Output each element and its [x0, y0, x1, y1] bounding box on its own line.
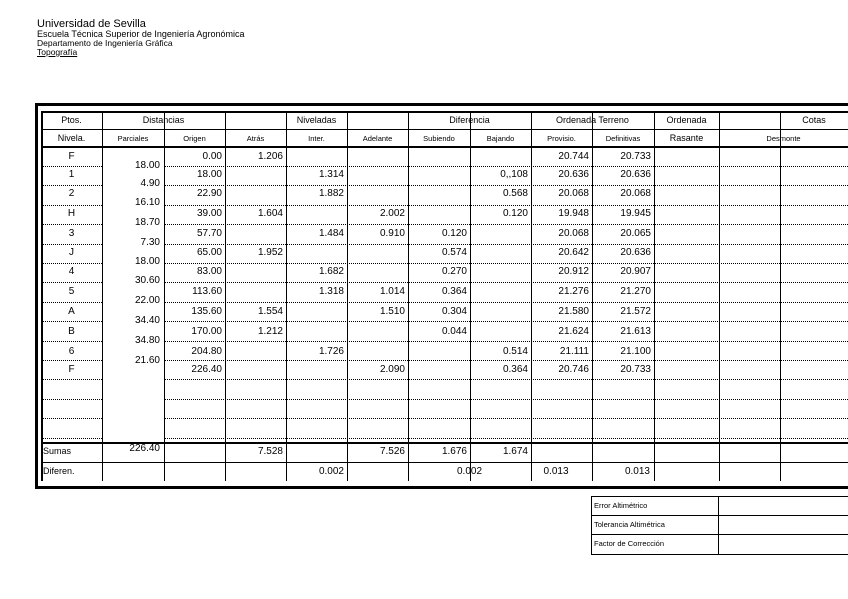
row-prov-value: 20.068 — [558, 228, 589, 239]
parcial-distance: 16.10 — [134, 197, 160, 208]
tolerancia-altimetrica-label: Tolerancia Altimétrica — [594, 520, 665, 529]
sumas-parciales: 226.40 — [129, 443, 160, 454]
row-sub-value: 0.574 — [441, 247, 467, 258]
subject-name: Topografía — [37, 47, 78, 58]
row-point-label: F — [68, 364, 75, 375]
row-point-label: F — [68, 151, 75, 162]
row-point-label: 3 — [68, 228, 75, 239]
row-origen-value: 113.60 — [192, 286, 222, 297]
row-point-label: B — [68, 326, 75, 337]
parcial-distance: 34.80 — [134, 335, 160, 346]
row-def-value: 20.733 — [620, 364, 651, 375]
document-header — [37, 19, 244, 57]
row-def-value: 20.636 — [620, 169, 651, 180]
row-point-label: 6 — [68, 346, 75, 357]
diferencia-header: Diferencia — [449, 115, 490, 125]
row-def-value: 21.270 — [620, 286, 651, 297]
row-def-value: 20.907 — [620, 266, 651, 277]
row-atras-value: 1.212 — [257, 326, 283, 337]
row-sub-value: 0.304 — [441, 306, 467, 317]
rasante-header: Rasante — [669, 133, 704, 143]
row-def-value: 20.068 — [620, 188, 651, 199]
subiendo-header: Subiendo — [423, 134, 455, 143]
row-prov-value: 20.912 — [558, 266, 589, 277]
row-sub-value: 0.364 — [441, 286, 467, 297]
row-atras-value: 1.952 — [257, 247, 283, 258]
row-baj-value: 0.568 — [502, 188, 528, 199]
row-prov-value: 21.580 — [558, 306, 589, 317]
provisio-header: Provisio. — [547, 134, 576, 143]
row-origen-value: 170.00 — [191, 326, 222, 337]
row-baj-value: 0.364 — [502, 364, 528, 375]
diferen-label: Diferen. — [43, 466, 75, 476]
row-prov-value: 20.746 — [558, 364, 589, 375]
row-baj-value: 0.514 — [502, 346, 528, 357]
row-origen-value: 18.00 — [196, 169, 222, 180]
parcial-distance: 21.60 — [134, 355, 160, 366]
row-inter-value: 1.318 — [318, 286, 344, 297]
bajando-header: Bajando — [486, 134, 515, 143]
row-prov-value: 19.948 — [558, 208, 589, 219]
row-atras-value: 1.206 — [257, 151, 283, 162]
error-altimetrico-label: Error Altimétrico — [594, 501, 648, 510]
row-origen-value: 0.00 — [202, 151, 222, 162]
row-point-label: 5 — [68, 286, 75, 297]
parcial-distance: 18.70 — [134, 217, 160, 228]
row-sub-value: 0.044 — [441, 326, 467, 337]
diferen-provisio: 0.013 — [543, 466, 569, 477]
row-origen-value: 39.00 — [196, 208, 222, 219]
row-adelante-value: 0.910 — [379, 228, 405, 239]
row-def-value: 20.733 — [620, 151, 651, 162]
row-sub-value: 0.120 — [441, 228, 467, 239]
parcial-distance: 7.30 — [140, 237, 160, 248]
row-origen-value: 57.70 — [196, 228, 222, 239]
row-inter-value: 1.682 — [318, 266, 344, 277]
row-prov-value: 21.276 — [558, 286, 589, 297]
distancias-header: Distancias — [142, 115, 185, 125]
origen-header: Origen — [183, 134, 206, 143]
row-atras-value: 1.604 — [257, 208, 283, 219]
row-prov-value: 20.744 — [558, 151, 589, 162]
sumas-label: Sumas — [43, 446, 72, 456]
row-baj-value: 0,,108 — [500, 169, 528, 180]
parcial-distance: 18.00 — [134, 160, 160, 171]
university-name: Universidad de Sevilla — [37, 18, 146, 30]
row-point-label: A — [68, 306, 75, 317]
row-prov-value: 20.636 — [558, 169, 589, 180]
row-point-label: 1 — [68, 169, 75, 180]
row-adelante-value: 1.510 — [379, 306, 405, 317]
row-def-value: 20.065 — [620, 228, 651, 239]
row-prov-value: 20.068 — [558, 188, 589, 199]
atras-header: Atrás — [246, 134, 265, 143]
ordenada-terreno-header: Ordenada Terreno — [556, 115, 629, 125]
sumas-adelante: 7.526 — [379, 446, 405, 457]
row-baj-value: 0.120 — [502, 208, 528, 219]
row-def-value: 21.100 — [620, 346, 651, 357]
ptos-header: Ptos. — [61, 115, 82, 125]
row-sub-value: 0.270 — [441, 266, 467, 277]
parciales-header: Parciales — [117, 134, 149, 143]
row-inter-value: 1.882 — [318, 188, 344, 199]
row-origen-value: 226.40 — [191, 364, 222, 375]
niveladas-header: Niveladas — [296, 115, 337, 125]
parcial-distance: 4.90 — [140, 178, 160, 189]
sumas-bajando: 1.674 — [502, 446, 528, 457]
nivela-header: Nivela. — [57, 133, 86, 143]
row-origen-value: 204.80 — [191, 346, 222, 357]
adelante-header: Adelante — [362, 134, 393, 143]
row-atras-value: 1.554 — [257, 306, 283, 317]
desmonte-header: Desmonte — [766, 134, 801, 143]
school-name: Escuela Técnica Superior de Ingeniería Agronómica — [37, 29, 245, 40]
row-inter-value: 1.484 — [318, 228, 344, 239]
parcial-distance: 18.00 — [134, 256, 160, 267]
parcial-distance: 34.40 — [134, 315, 160, 326]
definitivas-header: Definitivas — [605, 134, 641, 143]
row-def-value: 21.572 — [620, 306, 651, 317]
row-def-value: 19.945 — [620, 208, 651, 219]
row-origen-value: 65.00 — [196, 247, 222, 258]
sumas-atras: 7.528 — [257, 446, 283, 457]
parcial-distance: 22.00 — [134, 295, 160, 306]
row-def-value: 21.613 — [620, 326, 651, 337]
row-origen-value: 22.90 — [196, 188, 222, 199]
row-point-label: 4 — [68, 266, 75, 277]
row-origen-value: 135.60 — [191, 306, 222, 317]
ordenada-header: Ordenada — [666, 115, 707, 125]
row-prov-value: 21.111 — [559, 346, 589, 357]
sumas-subiendo: 1.676 — [441, 446, 467, 457]
row-adelante-value: 2.090 — [379, 364, 405, 375]
cotas-header: Cotas — [802, 115, 826, 125]
row-point-label: H — [67, 208, 76, 219]
row-prov-value: 21.624 — [558, 326, 589, 337]
factor-correccion-label: Factor de Corrección — [594, 539, 665, 548]
diferen-definitivas: 0.013 — [624, 466, 650, 477]
row-def-value: 20.636 — [620, 247, 651, 258]
row-adelante-value: 2.002 — [379, 208, 405, 219]
parcial-distance: 30.60 — [134, 275, 160, 286]
inter-header: Inter. — [308, 134, 325, 143]
row-adelante-value: 1.014 — [379, 286, 405, 297]
row-origen-value: 83.00 — [196, 266, 222, 277]
diferen-inter: 0.002 — [318, 466, 344, 477]
row-inter-value: 1.726 — [318, 346, 344, 357]
row-prov-value: 20.642 — [558, 247, 589, 258]
row-point-label: J — [69, 247, 74, 258]
row-inter-value: 1.314 — [318, 169, 344, 180]
row-point-label: 2 — [68, 188, 75, 199]
department-name: Departamento de Ingeniería Gráfica — [37, 38, 173, 49]
diferen-diferencia: 0.002 — [456, 466, 483, 477]
